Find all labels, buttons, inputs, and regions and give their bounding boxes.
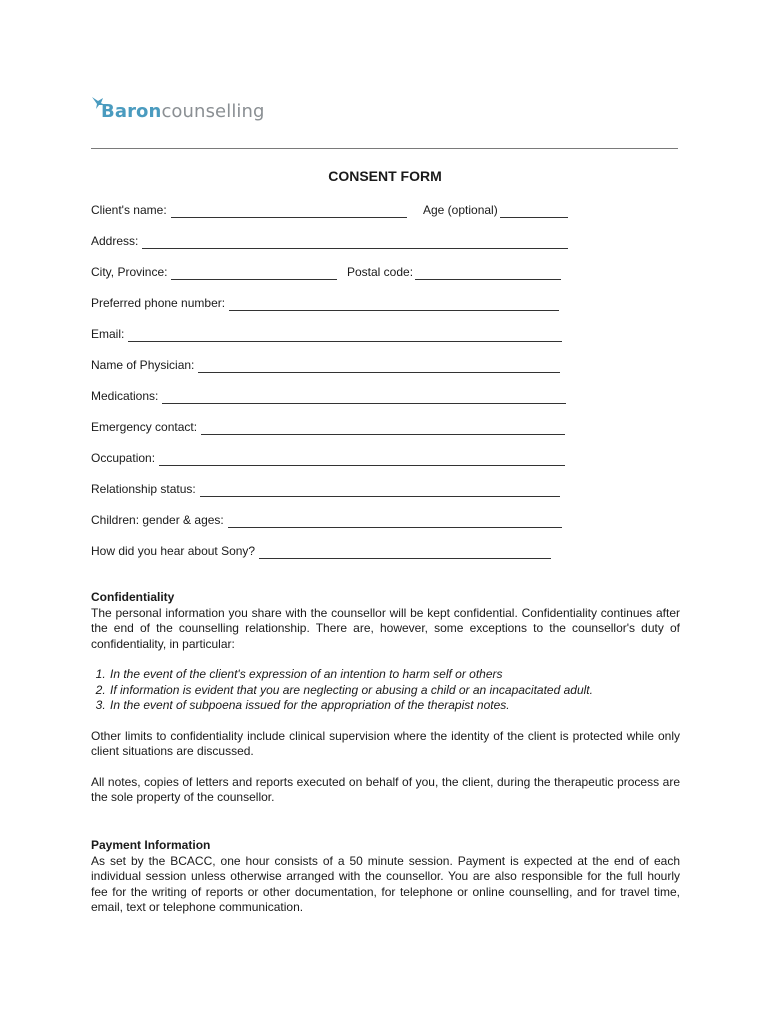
notes-ownership: All notes, copies of letters and reports executed on behalf of you, the client, during the therapeutic process are the sole property of the counsellor. bbox=[91, 774, 680, 804]
physician-blank[interactable] bbox=[198, 360, 560, 373]
relationship-status-label: Relationship status: bbox=[91, 482, 196, 496]
occupation-label: Occupation: bbox=[91, 451, 156, 465]
list-item: 2. If information is evident that you are neglecting or abusing a child or an incapacitated adult. bbox=[109, 683, 680, 699]
age-blank[interactable] bbox=[500, 205, 568, 218]
postal-code-field[interactable] bbox=[347, 264, 561, 280]
emergency-contact-field[interactable] bbox=[91, 419, 565, 435]
referral-source-field[interactable] bbox=[91, 543, 551, 559]
email-field[interactable] bbox=[91, 326, 562, 342]
occupation-field[interactable] bbox=[91, 450, 565, 466]
payment-text: As set by the BCACC, one hour consists of a 50 minute session. Payment is expected at the end of each individual session unless otherwise arranged with the counsellor. You are also responsible for the full hourly fee for the writing of reports or other documentation, for telephone or online counselling, and for travel time, email, text or telephone communication. bbox=[91, 853, 680, 914]
logo-brand-light: counselling bbox=[161, 101, 265, 122]
payment-section bbox=[91, 838, 680, 916]
client-name-blank[interactable] bbox=[171, 205, 407, 218]
medications-label: Medications: bbox=[91, 389, 159, 403]
referral-source-blank[interactable] bbox=[259, 546, 551, 559]
address-blank[interactable] bbox=[142, 236, 568, 249]
email-label: Email: bbox=[91, 327, 125, 341]
confidentiality-section bbox=[91, 590, 680, 806]
occupation-blank[interactable] bbox=[159, 453, 565, 466]
relationship-status-blank[interactable] bbox=[200, 484, 560, 497]
emergency-contact-blank[interactable] bbox=[201, 422, 565, 435]
city-province-field[interactable] bbox=[91, 264, 337, 280]
confidentiality-limits: Other limits to confidentiality include clinical supervision where the identity of the client is protected while only client situations are discussed. bbox=[91, 728, 680, 758]
client-name-field[interactable] bbox=[91, 202, 407, 218]
confidentiality-intro: The personal information you share with the counsellor will be kept confidential. Confidentiality continues after the end of the counselling relationship. There are, however, some exceptions to the counsellor's duty of confidentiality, in particular: bbox=[91, 605, 680, 651]
children-field[interactable] bbox=[91, 512, 562, 528]
postal-code-blank[interactable] bbox=[415, 267, 561, 280]
confidentiality-exceptions-list bbox=[91, 667, 680, 714]
medications-field[interactable] bbox=[91, 388, 566, 404]
address-field[interactable] bbox=[91, 233, 568, 249]
confidentiality-heading: Confidentiality bbox=[91, 590, 175, 604]
logo-text bbox=[101, 101, 265, 122]
phone-field[interactable] bbox=[91, 295, 559, 311]
header-divider bbox=[91, 148, 678, 149]
payment-heading: Payment Information bbox=[91, 838, 211, 852]
physician-field[interactable] bbox=[91, 357, 560, 373]
age-field[interactable] bbox=[423, 202, 568, 218]
phone-blank[interactable] bbox=[229, 298, 559, 311]
email-blank[interactable] bbox=[128, 329, 562, 342]
children-label: Children: gender & ages: bbox=[91, 513, 224, 527]
age-label: Age (optional) bbox=[423, 203, 498, 217]
client-name-label: Client's name: bbox=[91, 203, 167, 217]
address-label: Address: bbox=[91, 234, 139, 248]
list-item: 3. In the event of subpoena issued for the appropriation of the therapist notes. bbox=[109, 698, 680, 714]
page-title: CONSENT FORM bbox=[328, 168, 442, 184]
physician-label: Name of Physician: bbox=[91, 358, 195, 372]
medications-blank[interactable] bbox=[162, 391, 566, 404]
postal-code-label: Postal code: bbox=[347, 265, 414, 279]
logo-brand-bold: Baron bbox=[101, 101, 162, 122]
phone-label: Preferred phone number: bbox=[91, 296, 226, 310]
children-blank[interactable] bbox=[228, 515, 562, 528]
relationship-status-field[interactable] bbox=[91, 481, 560, 497]
baron-counselling-logo bbox=[91, 96, 291, 128]
emergency-contact-label: Emergency contact: bbox=[91, 420, 198, 434]
city-province-label: City, Province: bbox=[91, 265, 168, 279]
city-province-blank[interactable] bbox=[171, 267, 337, 280]
referral-source-label: How did you hear about Sony? bbox=[91, 544, 256, 558]
list-item: 1. In the event of the client's expression of an intention to harm self or others bbox=[109, 667, 680, 683]
